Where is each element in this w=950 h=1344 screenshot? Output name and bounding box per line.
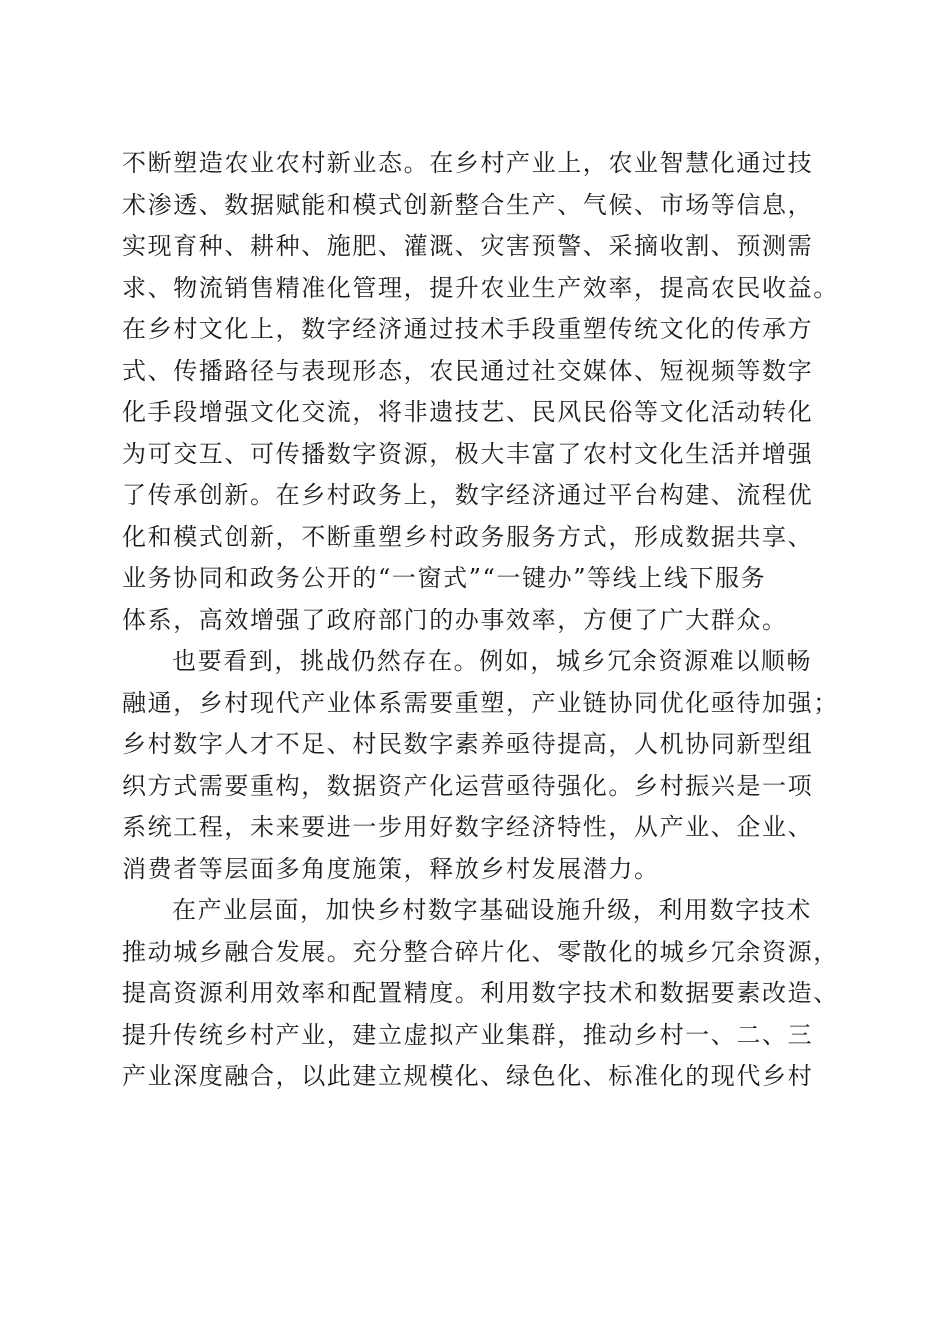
- text-line: 实现育种、耕种、施肥、灌溉、灾害预警、采摘收割、预测需: [122, 232, 814, 260]
- text-line: 乡村数字人才不足、村民数字素养亟待提高，人机协同新型组: [122, 730, 814, 758]
- text-line: 提高资源利用效率和配置精度。利用数字技术和数据要素改造、: [122, 979, 839, 1007]
- text-line: 化手段增强文化交流，将非遗技艺、民风民俗等文化活动转化: [122, 398, 814, 426]
- text-line: 织方式需要重构，数据资产化运营亟待强化。乡村振兴是一项: [122, 771, 814, 800]
- text-line: 提升传统乡村产业，建立虚拟产业集群，推动乡村一、二、三: [122, 1020, 814, 1049]
- body-text: [122, 143, 839, 1098]
- text-line: 业务协同和政务公开的“一窗式”“一键办”等线上线下服务: [122, 564, 767, 592]
- text-line-paragraph-start: 也要看到，挑战仍然存在。例如，城乡冗余资源难以顺畅: [172, 647, 812, 675]
- text-line: 了传承创新。在乡村政务上，数字经济通过平台构建、流程优: [122, 481, 814, 509]
- text-line-paragraph-start: 在产业层面，加快乡村数字基础设施升级，利用数字技术: [172, 896, 812, 924]
- text-line: 消费者等层面多角度施策，释放乡村发展潜力。: [122, 854, 660, 883]
- text-line: 术渗透、数据赋能和模式创新整合生产、气候、市场等信息，: [122, 190, 814, 219]
- text-line: 融通，乡村现代产业体系需要重塑，产业链协同优化亟待加强；: [122, 688, 839, 717]
- text-line: 产业深度融合，以此建立规模化、绿色化、标准化的现代乡村: [122, 1062, 814, 1090]
- text-line: 求、物流销售精准化管理，提升农业生产效率，提高农民收益。: [122, 273, 839, 302]
- text-line: 不断塑造农业农村新业态。在乡村产业上，农业智慧化通过技: [122, 149, 814, 177]
- text-line: 在乡村文化上，数字经济通过技术手段重塑传统文化的传承方: [122, 315, 814, 343]
- text-line: 化和模式创新，不断重塑乡村政务服务方式，形成数据共享、: [122, 522, 814, 551]
- text-line: 推动城乡融合发展。充分整合碎片化、零散化的城乡冗余资源，: [122, 937, 839, 966]
- text-line: 为可交互、可传播数字资源，极大丰富了农村文化生活并增强: [122, 439, 814, 468]
- text-line: 式、传播路径与表现形态，农民通过社交媒体、短视频等数字: [122, 356, 814, 385]
- text-line: 系统工程，未来要进一步用好数字经济特性，从产业、企业、: [122, 813, 814, 841]
- text-line: 体系，高效增强了政府部门的办事效率，方便了广大群众。: [122, 605, 788, 634]
